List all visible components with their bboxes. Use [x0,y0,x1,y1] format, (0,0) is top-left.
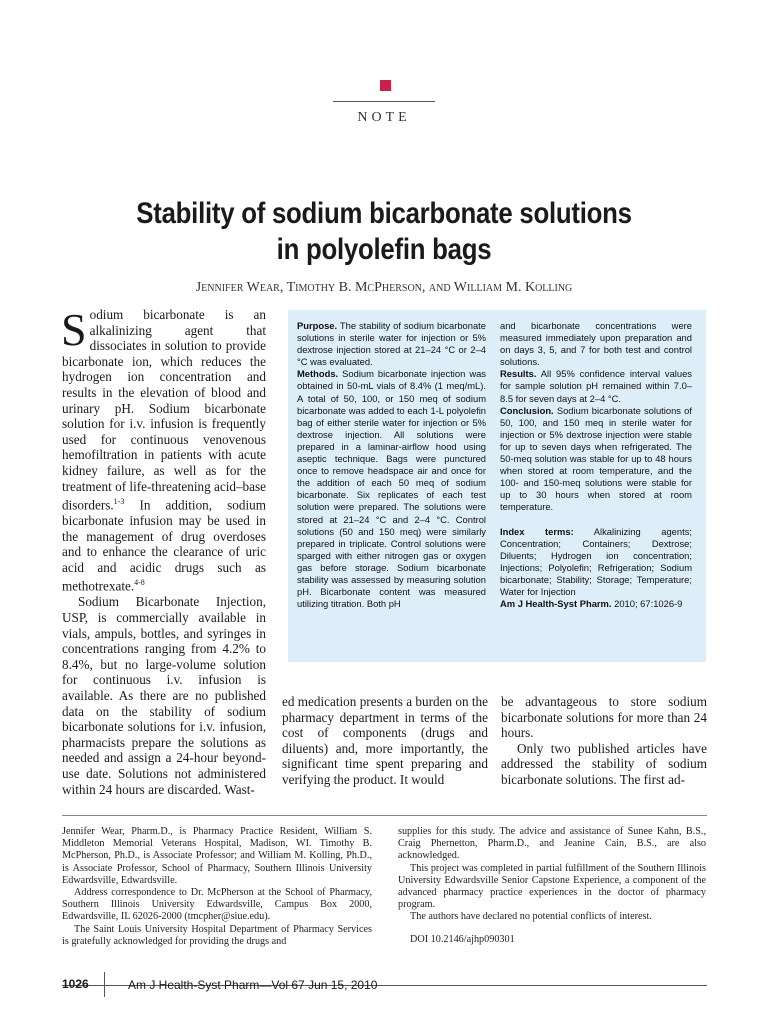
page-footer-divider [104,972,105,997]
journal-citation: Am J Health-Syst Pharm—Vol 67 Jun 15, 2010 [128,978,378,992]
body-paragraph: Sodium bicarbonate is an alkalinizing agent that dissociates in solution to provide bicarbonate ion, which reduces the hydrogen ion concentration and results in the elevation of blood and urinary pH. Sodium bicarbonate solution for i.v. infusion is frequently used for continuous venovenous hemofiltration in patients with acute kidney failure, as well as for the treatment of life-threatening acid–base disorders.$^{1-3}$ In addition, sodium bicarbonate infusion may be used in the management of drug overdoses and to enhance the clearance of uric acid and acidic drugs such as methotrexate.$^{4-8}$ [61,304,266,594]
acknowledgment-note: supplies for this study. The advice and assistance of Sunee Kahn, B.S., Craig Phernetton, Pharm.D., and Jeanine Cain, B.S., are also acknowledged. [398,826,706,862]
abstract-citation: Am J Health-Syst Pharm. 2010; 67:1026-9 [500,598,683,610]
footnote-column-left [62,826,372,948]
abstract-purpose: Purpose. The stability of sodium bicarbonate solutions in sterile water for injection or 5% dextrose injection stored at 21–24 °C or 2–4 °C was evaluated. [297,320,486,368]
drop-cap: S [61,304,87,355]
author-line: Jennifer Wear, Timothy B. McPherson, and William M. Kolling [195,280,573,295]
project-note: This project was completed in partial fulfillment of the Southern Illinois University Edwardsville Senior Capstone Experience, a component of the advanced pharmacy practice experiences in the doctor of pharmacy program. [398,862,706,911]
body-column-middle [282,694,488,788]
body-paragraph: Sodium Bicarbonate Injection, USP, is commercially available in vials, ampuls, bottles, and syringes in concentrations ranging from 4.2% to 8.4%, but no large-volume solution for continuous i.v. infusion is available. As there are no published data on the stability of sodium bicarbonate solutions for i.v. infusion, pharmacists prepare the solutions as needed and assign a 24-hour beyond-use date. Solutions not administered within 24 hours are discarded. Wast- [62,594,266,797]
correspondence-note: Address correspondence to Dr. McPherson at the School of Pharmacy, Southern Illinois University Edwardsville, Campus Box 2000, Edwardsville, IL 62026-2000 (tmcpher@siue.edu). [62,887,372,923]
abstract-results: Results. All 95% confidence interval values for sample solution pH remained within 7.0–8.5 for seven days at 2–4 °C. [500,368,692,404]
title-line-1: Stability of sodium bicarbonate solutions [136,197,632,230]
reference-marker: 4-8 [134,578,145,588]
doi: DOI 10.2146/ajhp090301 [410,933,515,945]
abstract-box [288,310,706,662]
body-column-left [61,304,266,797]
article-title [123,196,646,268]
body-paragraph: ed medication presents a burden on the pharmacy department in terms of the cost of components (drugs and diluents) and, more importantly, the significant time spent preparing and verifying the product. It would [282,694,488,787]
note-divider [333,101,435,102]
footnote-column-right [398,826,706,946]
conflict-statement: The authors have declared no potential conflicts of interest. [410,911,652,923]
abstract-conclusion: Conclusion. Sodium bicarbonate solutions of 50, 100, and 150 meq in sterile water for injection or 5% dextrose injection were stable for up to seven days when refrigerated. The 50-meq solution was stable for up to 48 hours when stored at room temperature, and the 100- and 150-meq solutions were stable for up to 30 hours when stored at room temperature. [500,404,692,513]
note-ornament-square [380,80,391,91]
acknowledgment-note: The Saint Louis University Hospital Department of Pharmacy Services is gratefully acknowledged for providing the drugs and [62,923,372,947]
body-paragraph: be advantageous to store sodium bicarbonate solutions for more than 24 hours. [501,694,707,741]
abstract-methods-cont: and bicarbonate concentrations were measured immediately upon preparation and on days 3, 5, and 7 for both test and control solutions. [500,320,692,368]
section-label: NOTE [357,110,411,125]
abstract-methods: Methods. Sodium bicarbonate injection was obtained in 50-mL vials of 8.4% (1 meq/mL). A total of 50, 100, or 150 meq of sodium bicarbonate was added to each 1-L polyolefin bag of either sterile water for injection or 5% dextrose injection. All solutions were prepared in a laminar-airflow hood using aseptic technique. Bags were punctured once to remove headspace air and once for the addition of each 50 meq of sodium bicarbonate. Six replicates of each test solution were prepared. The solutions were stored at 21–24 °C and 2–4 °C. Control solutions (50 and 150 meq) were similarly prepared in triplicate. Control solutions were sparged with either nitrogen gas or oxygen gas before storage. Sodium bicarbonate stability was assessed by measuring solution pH. Bicarbonate content was measured utilizing titration. Both pH [297,368,486,610]
abstract-column-1 [297,320,486,610]
abstract-index-terms: Index terms: Alkalinizing agents; Concentration; Containers; Dextrose; Diluents; Hydrogen ion concentration; Injections; Polyolefin; Refrigeration; Sodium bicarbonate; Stability; Storage; Temperature; Water for Injection [500,525,692,597]
reference-marker: 1-3 [113,497,125,507]
footnote-divider [62,815,707,816]
body-paragraph: Only two published articles have addressed the stability of sodium bicarbonate solutions. The first ad- [501,740,707,787]
abstract-column-2 [500,320,692,610]
page-number: 1026 [62,977,89,991]
title-line-2: in polyolefin bags [276,233,492,266]
body-column-right [501,694,707,788]
author-affiliations: Jennifer Wear, Pharm.D., is Pharmacy Practice Resident, William S. Middleton Memorial Veterans Hospital, Madison, WI. Timothy B. McPherson, Ph.D., is Associate Professor; and William M. Kolling, Ph.D., is Associate Professor, School of Pharmacy, Southern Illinois University Edwardsville, Edwardsville. [62,826,372,886]
